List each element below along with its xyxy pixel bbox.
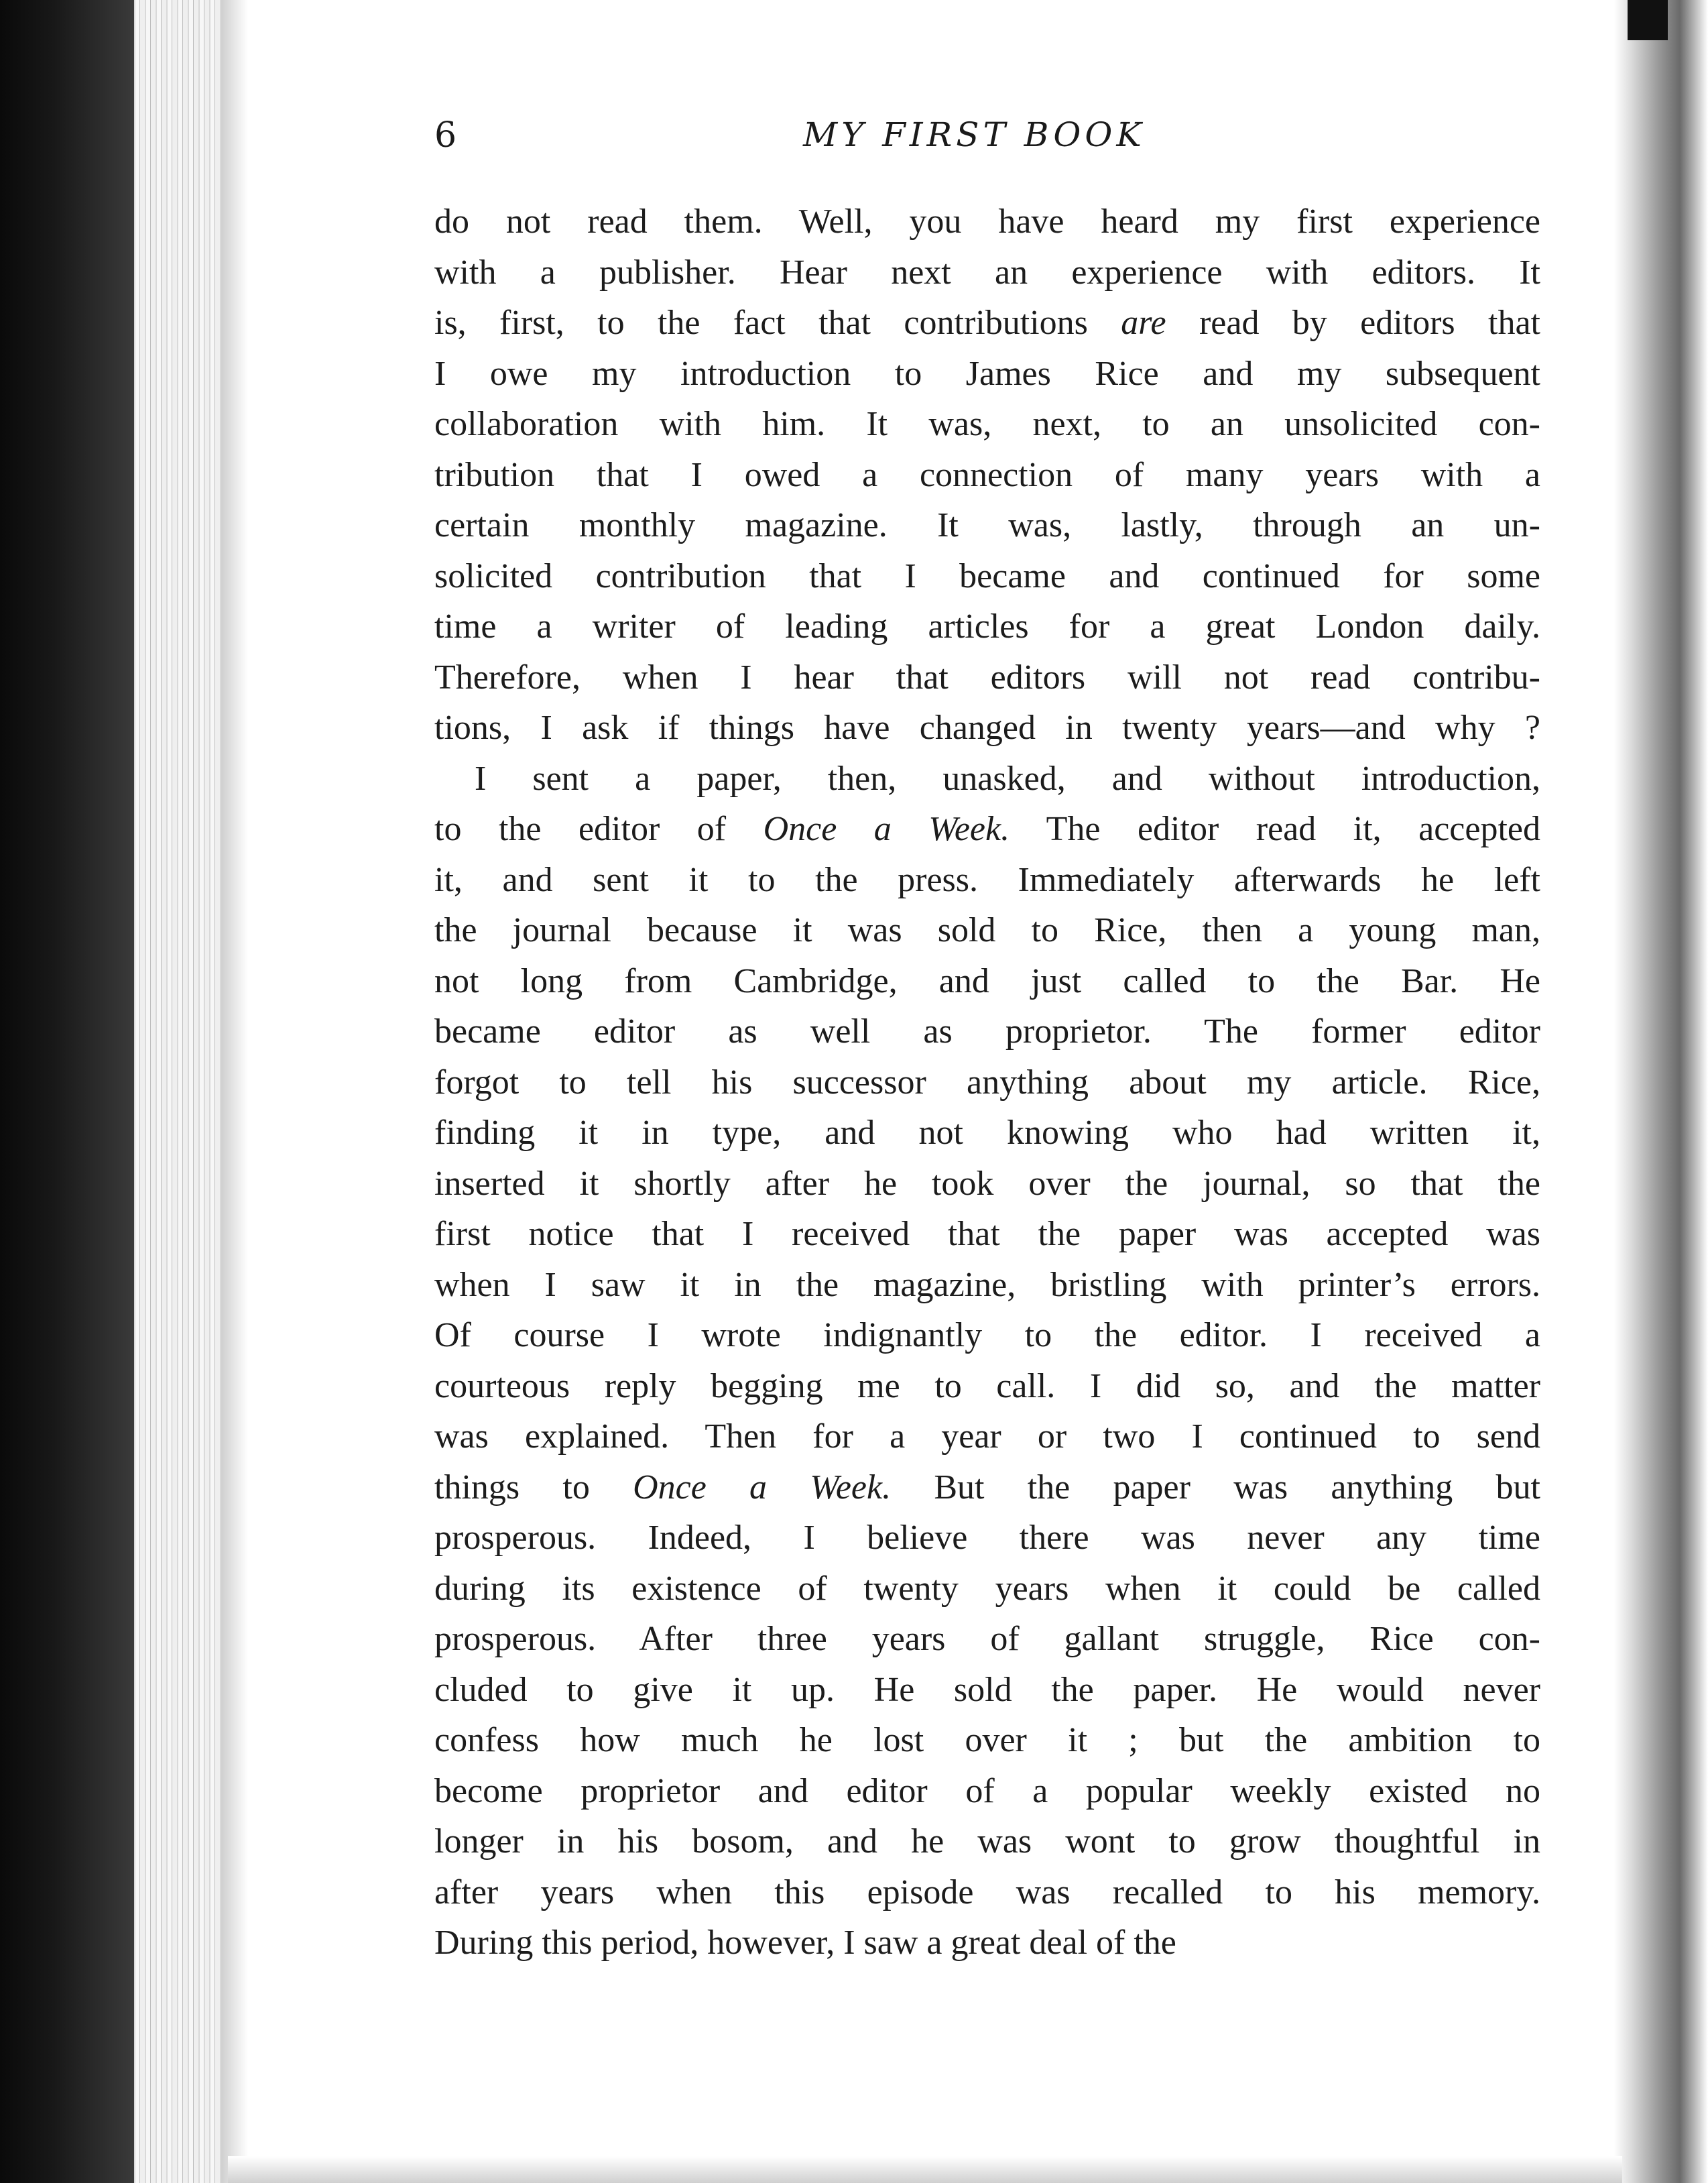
text-run: is, first, to the fact that contributions xyxy=(434,304,1121,342)
text-line: when I saw it in the magazine, bristling with printer’s errors. xyxy=(434,1265,1540,1304)
text-line: During this period, however, I saw a great deal of the xyxy=(434,1924,1176,1962)
text-line: prosperous. After three years of gallant struggle, Rice con- xyxy=(434,1620,1540,1658)
text-line: not long from Cambridge, and just called to the Bar. He xyxy=(434,961,1540,1000)
text-line: cluded to give it up. He sold the paper. He would never xyxy=(434,1670,1540,1709)
text-line: I sent a paper, then, unasked, and without introduction, xyxy=(475,759,1540,798)
page-bottom-edge xyxy=(228,2156,1622,2183)
text-line: tions, I ask if things have changed in twenty years—and why ? xyxy=(434,709,1540,747)
cover-corner xyxy=(1628,0,1668,40)
text-run: to the editor of xyxy=(434,810,764,848)
text-line: time a writer of leading articles for a great London daily. xyxy=(434,607,1540,646)
text-line: first notice that I received that the paper was accepted was xyxy=(434,1215,1540,1253)
text-line: do not read them. Well, you have heard my first experience xyxy=(434,202,1540,241)
text-line: longer in his bosom, and he was wont to grow thoughtful in xyxy=(434,1822,1540,1861)
text-run: things to xyxy=(434,1468,633,1507)
text-run: But the paper was anything but xyxy=(891,1468,1540,1507)
gutter-shadow xyxy=(221,0,248,2183)
text-line: after years when this episode was recalled to his memory. xyxy=(434,1873,1540,1911)
text-line: inserted it shortly after he took over the journal, so that the xyxy=(434,1164,1540,1203)
text-line: certain monthly magazine. It was, lastly, through an un- xyxy=(434,506,1540,544)
text-line xyxy=(434,1462,1540,1513)
book-binding-shadow xyxy=(0,0,134,2183)
italic-text: Once a Week. xyxy=(633,1468,892,1507)
text-line: became editor as well as proprietor. The former editor xyxy=(434,1012,1540,1051)
text-line: it, and sent it to the press. Immediately afterwards he left xyxy=(434,860,1540,899)
text-line: collaboration with him. It was, next, to an unsolicited con- xyxy=(434,405,1540,443)
text-line: tribution that I owed a connection of many years with a xyxy=(434,455,1540,494)
page-number: 6 xyxy=(434,115,457,156)
body-text xyxy=(434,196,1540,1968)
page-header xyxy=(434,107,1540,168)
text-line: Of course I wrote indignantly to the editor. I received a xyxy=(434,1316,1540,1354)
text-line: prosperous. Indeed, I believe there was never any time xyxy=(434,1519,1540,1557)
text-line: was explained. Then for a year or two I continued to send xyxy=(434,1417,1540,1456)
italic-text: Once a Week. xyxy=(763,810,1010,848)
text-run: read by editors that xyxy=(1166,304,1540,342)
text-line xyxy=(434,804,1540,855)
text-run: The editor read it, accepted xyxy=(1010,810,1540,848)
text-line: become proprietor and editor of a popular weekly existed no xyxy=(434,1771,1540,1810)
text-line: courteous reply begging me to call. I did so, and the matter xyxy=(434,1366,1540,1405)
text-line: forgot to tell his successor anything about my article. Rice, xyxy=(434,1063,1540,1102)
text-line: Therefore, when I hear that editors will not read contribu- xyxy=(434,658,1540,697)
italic-text: are xyxy=(1121,304,1166,342)
text-line xyxy=(434,298,1540,349)
text-line: during its existence of twenty years when it could be called xyxy=(434,1569,1540,1608)
text-line: the journal because it was sold to Rice, then a young man, xyxy=(434,911,1540,949)
text-line: confess how much he lost over it ; but the ambition to xyxy=(434,1721,1540,1759)
page-stack-right-edge xyxy=(1614,0,1708,2183)
running-head: MY FIRST BOOK xyxy=(803,115,1146,154)
text-line: with a publisher. Hear next an experience with editors. It xyxy=(434,253,1540,292)
page-stack-left-edge xyxy=(134,0,235,2183)
text-line: I owe my introduction to James Rice and my subsequent xyxy=(434,354,1540,393)
text-line: finding it in type, and not knowing who had written it, xyxy=(434,1114,1540,1152)
text-line: solicited contribution that I became and continued for some xyxy=(434,556,1540,595)
